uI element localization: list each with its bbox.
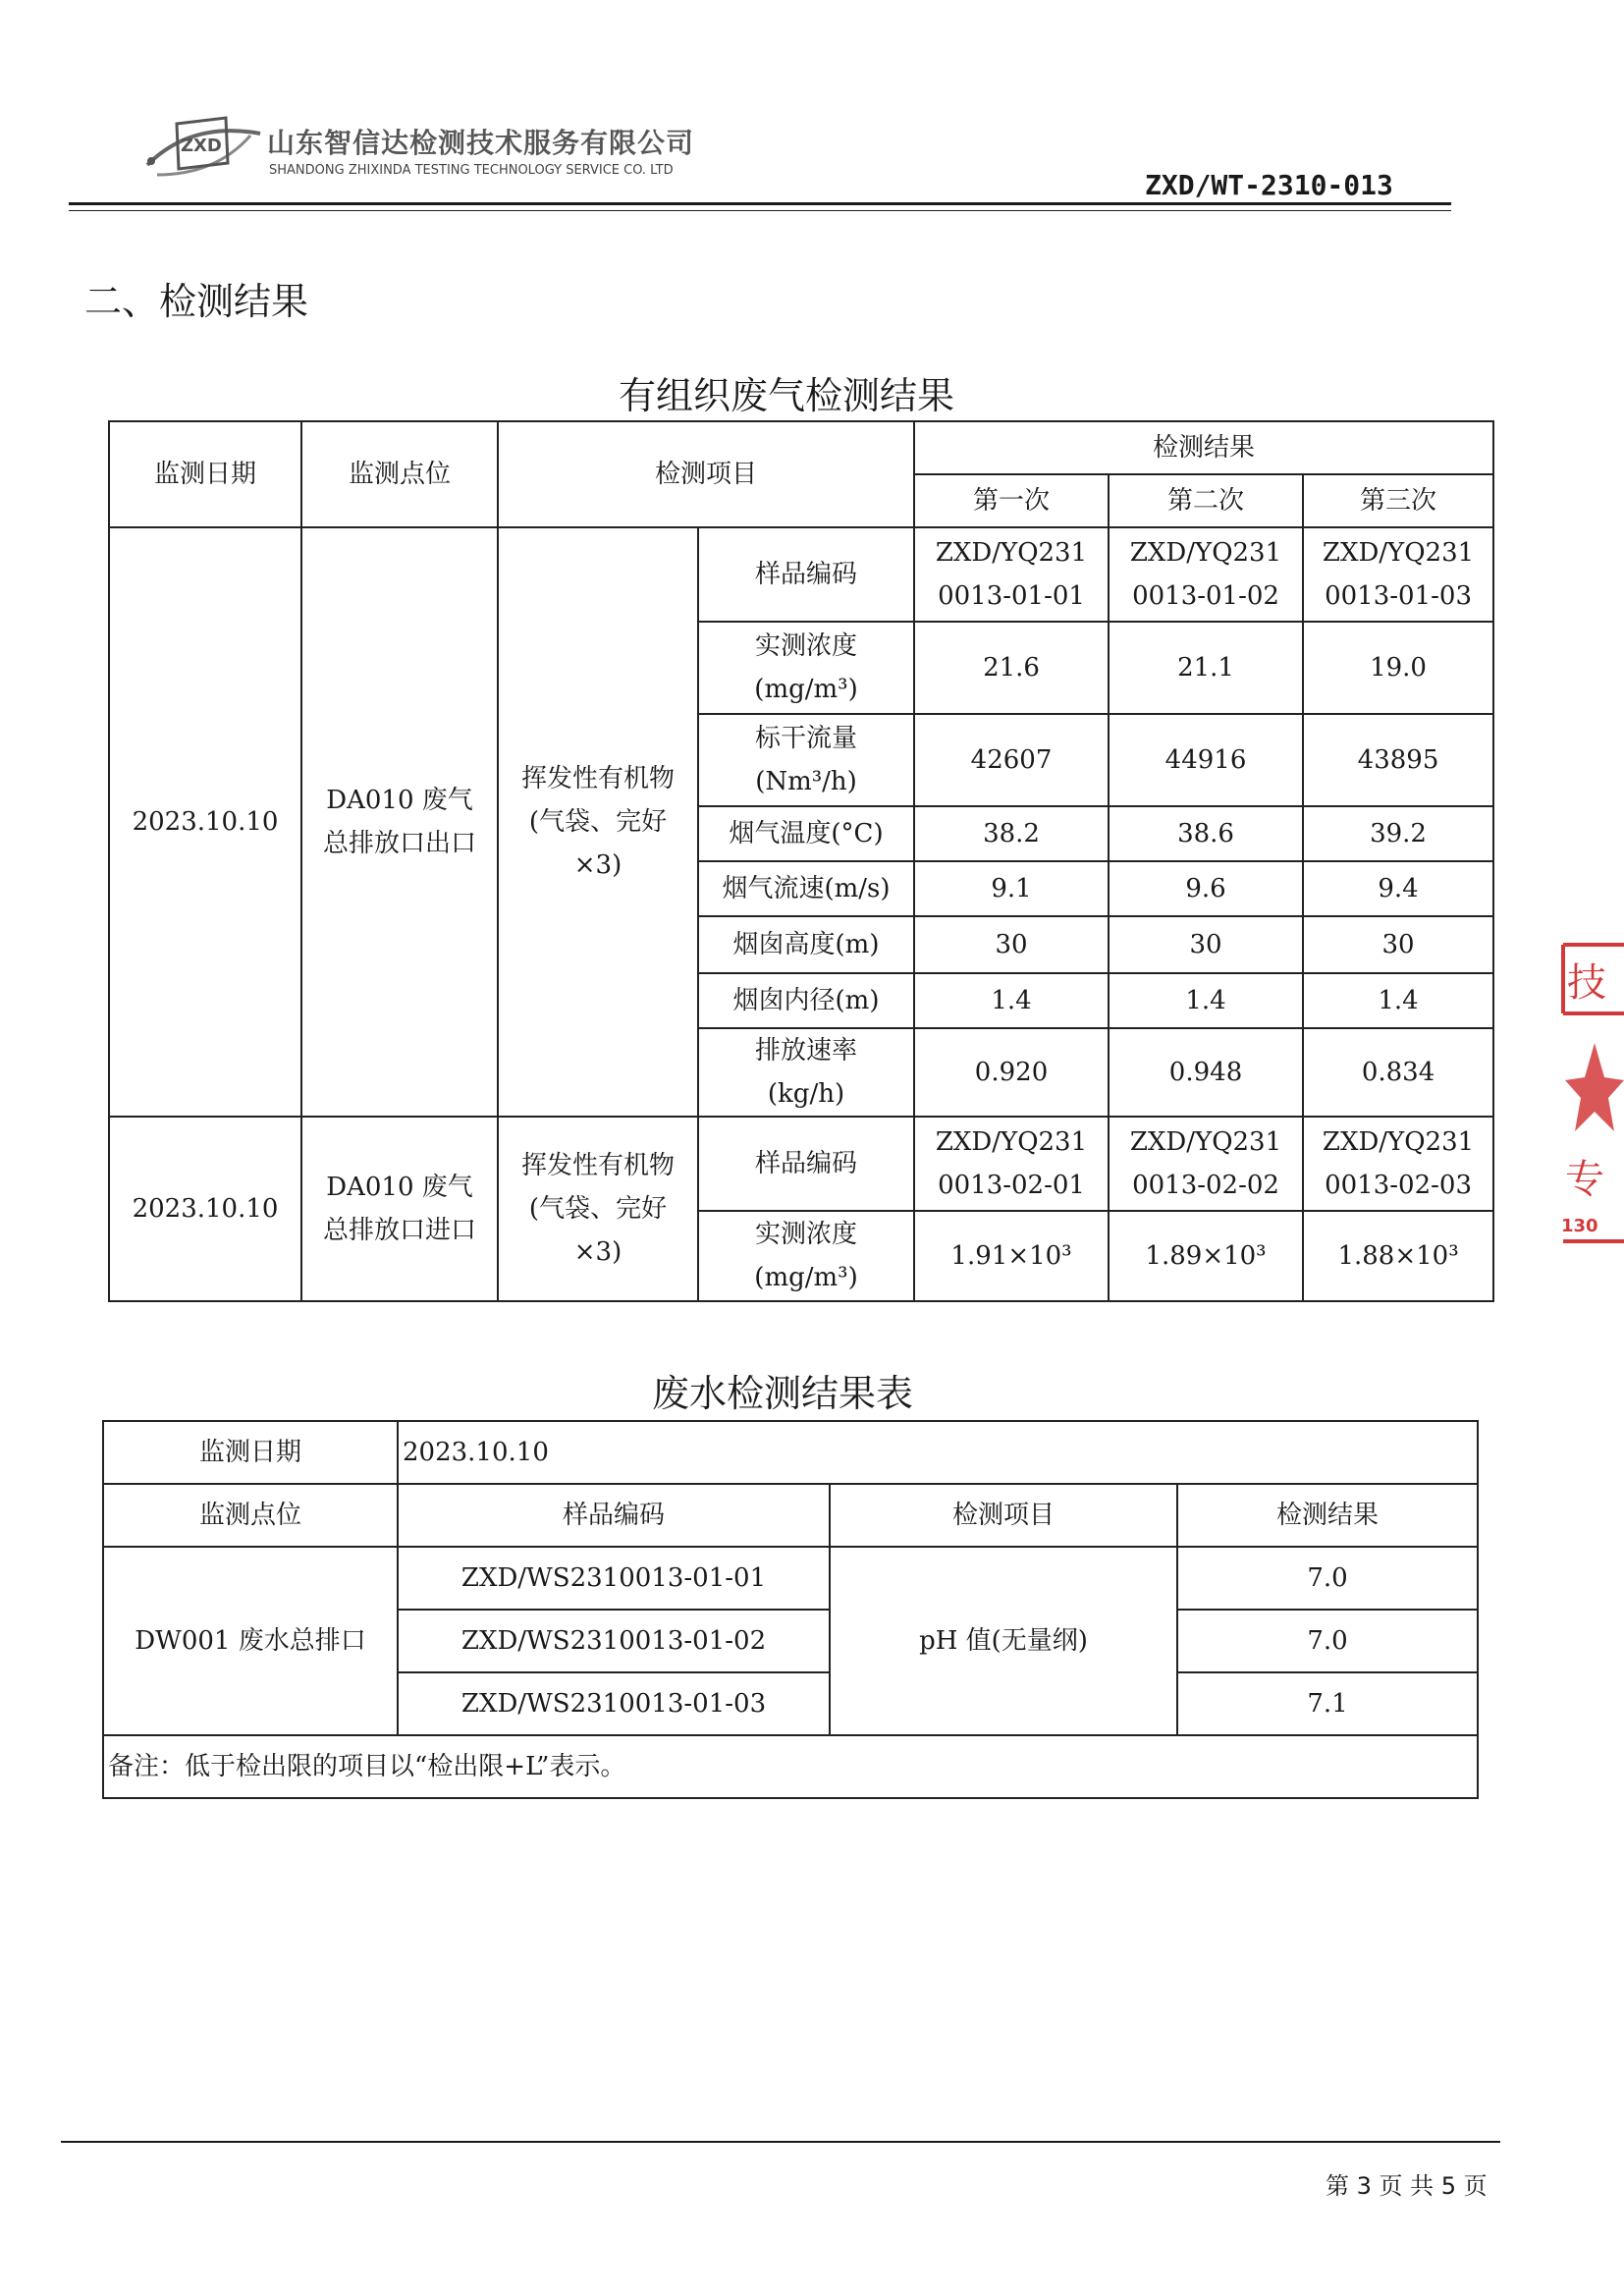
page-number: 第 3 页 共 5 页 bbox=[1326, 2172, 1488, 2200]
cell-param: 样品编码 bbox=[698, 527, 914, 622]
water-result: 7.0 bbox=[1177, 1610, 1478, 1672]
company-name-en: SHANDONG ZHIXINDA TESTING TECHNOLOGY SERVICE CO. LTD bbox=[269, 163, 674, 178]
water-sample-code: ZXD/WS2310013-01-03 bbox=[398, 1672, 830, 1735]
water-result: 7.0 bbox=[1177, 1547, 1478, 1610]
logo-text: ZXD bbox=[181, 136, 222, 156]
cell-value: 1.88×10³ bbox=[1303, 1211, 1493, 1301]
report-number: ZXD/WT-2310-013 bbox=[1145, 169, 1393, 201]
cell-value: ZXD/YQ2310013-02-01 bbox=[914, 1117, 1109, 1211]
water-table-title: 废水检测结果表 bbox=[652, 1372, 914, 1415]
cell-value: 30 bbox=[914, 916, 1109, 973]
header-first: 第一次 bbox=[914, 474, 1109, 527]
cell-param: 实测浓度(mg/m³) bbox=[698, 622, 914, 714]
water-point: DW001 废水总排口 bbox=[103, 1547, 398, 1735]
cell-value: 30 bbox=[1109, 916, 1303, 973]
cell-param: 样品编码 bbox=[698, 1117, 914, 1211]
cell-value: 39.2 bbox=[1303, 806, 1493, 861]
cell-value: 30 bbox=[1303, 916, 1493, 973]
cell-point: DA010 废气总排放口出口 bbox=[301, 527, 498, 1117]
water-code-label: 样品编码 bbox=[398, 1484, 830, 1547]
table-row bbox=[109, 527, 1493, 622]
cell-value: ZXD/YQ2310013-02-03 bbox=[1303, 1117, 1493, 1211]
table-row bbox=[109, 1117, 1493, 1211]
cell-param: 排放速率(kg/h) bbox=[698, 1028, 914, 1117]
cell-value: 19.0 bbox=[1303, 622, 1493, 714]
seal-stamp bbox=[1559, 935, 1624, 1259]
water-date-label: 监测日期 bbox=[103, 1421, 398, 1484]
cell-param: 烟气温度(°C) bbox=[698, 806, 914, 861]
water-item-label: 检测项目 bbox=[830, 1484, 1177, 1547]
cell-param: 烟气流速(m/s) bbox=[698, 861, 914, 916]
cell-date: 2023.10.10 bbox=[109, 527, 301, 1117]
cell-value: 1.4 bbox=[914, 973, 1109, 1028]
svg-text:专: 专 bbox=[1565, 1157, 1604, 1202]
cell-value: 1.4 bbox=[1303, 973, 1493, 1028]
cell-value: ZXD/YQ2310013-01-03 bbox=[1303, 527, 1493, 622]
cell-value: 0.920 bbox=[914, 1028, 1109, 1117]
header-results: 检测结果 bbox=[914, 421, 1493, 474]
company-logo bbox=[137, 106, 265, 185]
cell-value: 44916 bbox=[1109, 714, 1303, 806]
water-results-table bbox=[102, 1420, 1479, 1799]
cell-value: 38.2 bbox=[914, 806, 1109, 861]
cell-param: 实测浓度(mg/m³) bbox=[698, 1211, 914, 1301]
cell-value: 9.6 bbox=[1109, 861, 1303, 916]
water-sample-code: ZXD/WS2310013-01-01 bbox=[398, 1547, 830, 1610]
header-rule-thin bbox=[69, 210, 1451, 211]
cell-value: 1.89×10³ bbox=[1109, 1211, 1303, 1301]
cell-value: 21.1 bbox=[1109, 622, 1303, 714]
cell-param: 标干流量(Nm³/h) bbox=[698, 714, 914, 806]
cell-value: 1.91×10³ bbox=[914, 1211, 1109, 1301]
header-item: 检测项目 bbox=[498, 421, 914, 527]
cell-value: 38.6 bbox=[1109, 806, 1303, 861]
table-row bbox=[103, 1547, 1478, 1610]
cell-date: 2023.10.10 bbox=[109, 1117, 301, 1301]
header-date: 监测日期 bbox=[109, 421, 301, 527]
cell-item: 挥发性有机物(气袋、完好×3) bbox=[498, 1117, 698, 1301]
cell-value: ZXD/YQ2310013-01-01 bbox=[914, 527, 1109, 622]
company-name-cn: 山东智信达检测技术服务有限公司 bbox=[267, 127, 695, 159]
cell-point: DA010 废气总排放口进口 bbox=[301, 1117, 498, 1301]
cell-value: 1.4 bbox=[1109, 973, 1303, 1028]
water-note: 备注：低于检出限的项目以“检出限+L”表示。 bbox=[103, 1735, 1478, 1798]
footer-rule bbox=[61, 2141, 1500, 2143]
header-second: 第二次 bbox=[1109, 474, 1303, 527]
svg-text:130: 130 bbox=[1561, 1216, 1598, 1236]
cell-value: ZXD/YQ2310013-01-02 bbox=[1109, 527, 1303, 622]
cell-value: 42607 bbox=[914, 714, 1109, 806]
cell-value: 0.834 bbox=[1303, 1028, 1493, 1117]
cell-value: 21.6 bbox=[914, 622, 1109, 714]
cell-value: 0.948 bbox=[1109, 1028, 1303, 1117]
cell-param: 烟囱高度(m) bbox=[698, 916, 914, 973]
header-rule-thick bbox=[69, 202, 1451, 205]
water-result-label: 检测结果 bbox=[1177, 1484, 1478, 1547]
cell-param: 烟囱内径(m) bbox=[698, 973, 914, 1028]
header-third: 第三次 bbox=[1303, 474, 1493, 527]
gas-table-title: 有组织废气检测结果 bbox=[619, 374, 955, 417]
water-point-label: 监测点位 bbox=[103, 1484, 398, 1547]
water-item: pH 值(无量纲) bbox=[830, 1547, 1177, 1735]
gas-results-table bbox=[108, 420, 1494, 1302]
cell-item: 挥发性有机物(气袋、完好×3) bbox=[498, 527, 698, 1117]
water-result: 7.1 bbox=[1177, 1672, 1478, 1735]
water-sample-code: ZXD/WS2310013-01-02 bbox=[398, 1610, 830, 1672]
cell-value: 9.4 bbox=[1303, 861, 1493, 916]
water-date-value: 2023.10.10 bbox=[398, 1421, 1478, 1484]
cell-value: 43895 bbox=[1303, 714, 1493, 806]
section-title: 二、检测结果 bbox=[84, 280, 309, 323]
cell-value: ZXD/YQ2310013-02-02 bbox=[1109, 1117, 1303, 1211]
header-point: 监测点位 bbox=[301, 421, 498, 527]
svg-text:技: 技 bbox=[1567, 960, 1606, 1006]
cell-value: 9.1 bbox=[914, 861, 1109, 916]
